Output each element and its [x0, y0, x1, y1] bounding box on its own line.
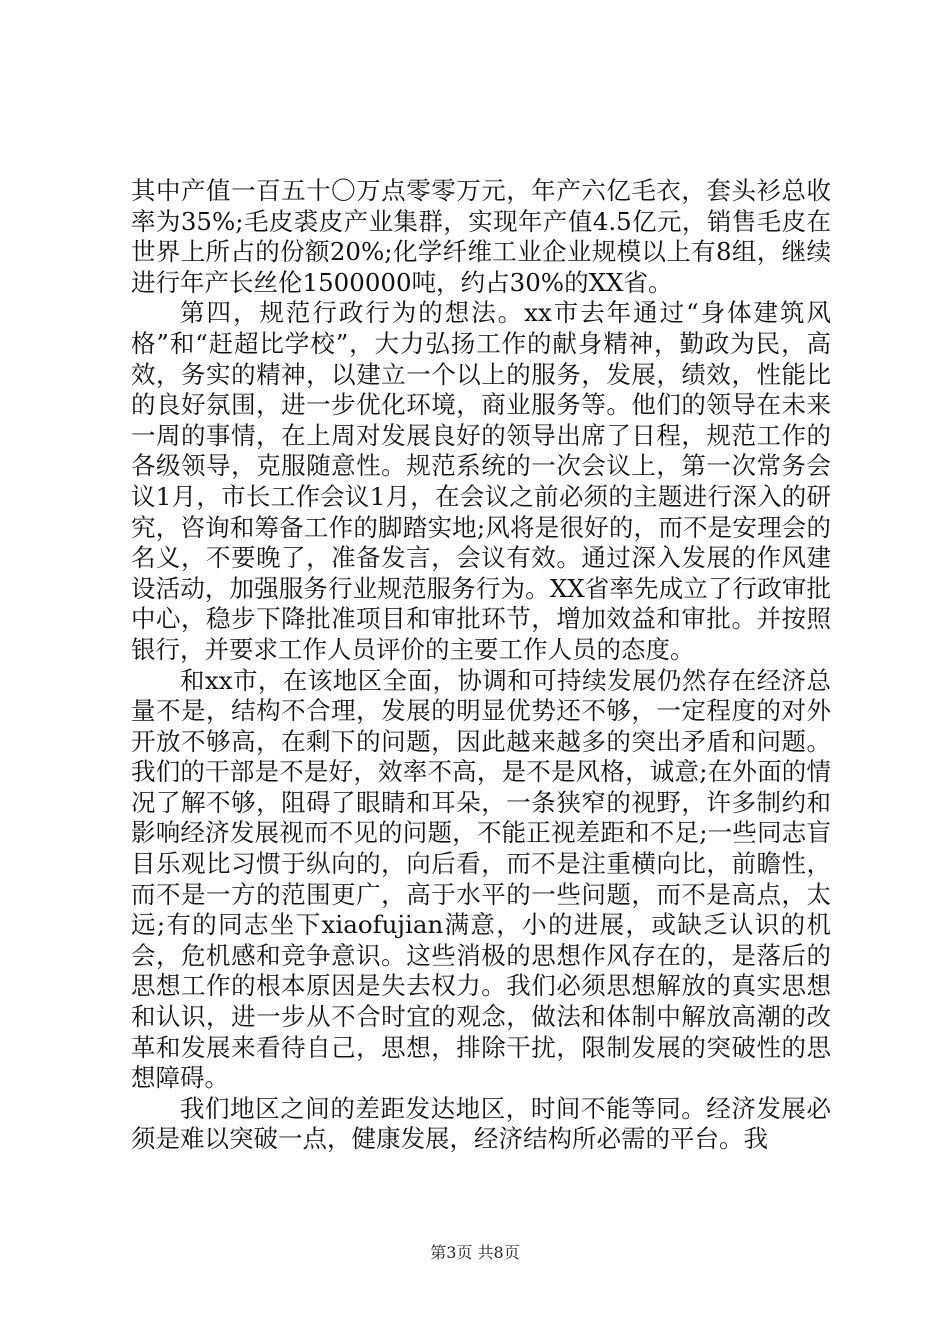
document-body: [131, 176, 831, 1155]
paragraph-regional-problems: 和xx市，在该地区全面，协调和可持续发展仍然存在经济总量不是，结构不合理，发展的明显优势还不够，一定程度的对外开放不够高，在剩下的问题，因此越来越多的突出矛盾和问题。我们的干部是不是好，效率不高，是不是风格，诚意;在外面的情况了解不够，阻碍了眼睛和耳朵，一条狭窄的视野，许多制约和影响经济发展视而不见的问题，不能正视差距和不足;一些同志盲目乐观比习惯于纵向的，向后看，而不是注重横向比，前瞻性，而不是一方的范围更广，高于水平的一些问题，而不是高点，太远;有的同志坐下xiaofujian满意，小的进展，或缺乏认识的机会，危机感和竞争意识。这些消极的思想作风存在的，是落后的思想工作的根本原因是失去权力。我们必须思想解放的真实思想和认识，进一步从不合时宜的观念，做法和体制中解放高潮的改革和发展来看待自己，思想，排除干扰，限制发展的突破性的思想障碍。: [131, 665, 831, 1093]
paragraph-administrative-conduct: 第四，规范行政行为的想法。xx市去年通过“身体建筑风格”和“赶超比学校”，大力弘扬工作的献身精神，勤政为民，高效，务实的精神，以建立一个以上的服务，发展，绩效，性能比的良好氛围，进一步优化环境，商业服务等。他们的领导在未来一周的事情，在上周对发展良好的领导出席了日程，规范工作的各级领导，克服随意性。规范系统的一次会议上，第一次常务会议1月，市长工作会议1月，在会议之前必须的主题进行深入的研究，咨询和筹备工作的脚踏实地;风将是很好的，而不是安理会的名义，不要晚了，准备发言，会议有效。通过深入发展的作风建设活动，加强服务行业规范服务行为。XX省率先成立了行政审批中心，稳步下降批准项目和审批环节，增加效益和审批。并按照银行，并要求工作人员评价的主要工作人员的态度。: [131, 298, 831, 664]
paragraph-continuation: 其中产值一百五十〇万点零零万元，年产六亿毛衣，套头衫总收率为35%;毛皮裘皮产业集群，实现年产值4.5亿元，销售毛皮在世界上所占的份额20%;化学纤维工业企业规模以上有8组，继续进行年产长丝伦1500000吨，约占30%的XX省。: [131, 176, 831, 297]
page-number-footer: 第3页 共8页: [430, 1243, 520, 1262]
paragraph-regional-gap: 我们地区之间的差距发达地区，时间不能等同。经济发展必须是难以突破一点，健康发展，经济结构所必需的平台。我: [131, 1093, 831, 1154]
